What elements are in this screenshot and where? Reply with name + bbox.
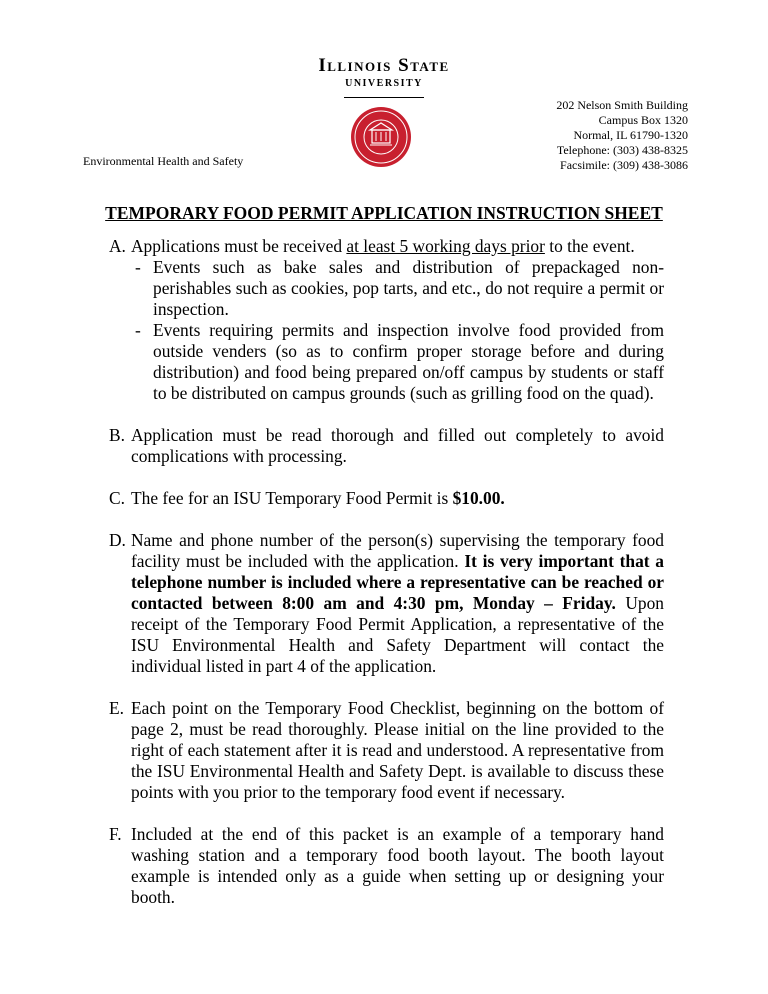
- instruction-item-a: A. Applications must be received at least 5 working days prior to the event. - Events such as bake sales and distribution of prepackaged non-perishables such as cookies, pop tarts, and etc., do not require a permit or inspection. - Events requiring permits and inspection involve food provided from outside venders (so as to confirm proper storage before and during distribution) and food being prepared on/off campus by students or staff to be distributed on campus grounds (such as grilling food on the quad).: [109, 236, 664, 403]
- university-seal-icon: [350, 106, 412, 168]
- telephone-line: Telephone: (303) 438-8325: [556, 143, 688, 157]
- instruction-item-b: B. Application must be read thorough and filled out completely to avoid complications with processing.: [109, 425, 664, 466]
- item-letter: B.: [109, 425, 125, 445]
- logo-wordmark: Illinois State: [318, 55, 450, 76]
- instruction-item-c: C. The fee for an ISU Temporary Food Permit is $10.00.: [109, 488, 505, 508]
- address-line: 202 Nelson Smith Building: [556, 98, 688, 112]
- instruction-item-e: E. Each point on the Temporary Food Checklist, beginning on the bottom of page 2, must be read thoroughly. Please initial on the line provided to the right of each statement after it is read and understood. A representative from the ISU Environmental Health and Safety Dept. is available to discuss these points with you prior to the temporary food event if necessary.: [109, 698, 664, 802]
- address-line: Campus Box 1320: [598, 113, 688, 127]
- sub-bullet: - Events requiring permits and inspection involve food provided from outside venders (so as to confirm proper storage before and during distribution) and food being prepared on/off campus by students or staff to be distributed on campus grounds (such as grilling food on the quad).: [135, 320, 664, 403]
- item-letter: E.: [109, 698, 124, 718]
- facsimile-line: Facsimile: (309) 438-3086: [560, 158, 688, 172]
- sub-bullet: - Events such as bake sales and distribution of prepackaged non-perishables such as cookies, pop tarts, and etc., do not require a permit or inspection.: [135, 257, 664, 319]
- permit-fee: $10.00.: [452, 488, 505, 508]
- address-line: Normal, IL 61790-1320: [573, 128, 688, 142]
- logo-rule: [344, 97, 424, 98]
- item-letter: D.: [109, 530, 126, 550]
- instruction-list: [109, 236, 664, 929]
- department-name: Environmental Health and Safety: [83, 154, 244, 168]
- item-letter: C.: [109, 488, 125, 508]
- item-letter: A.: [109, 236, 126, 256]
- item-letter: F.: [109, 824, 122, 844]
- instruction-item-d: D. Name and phone number of the person(s) supervising the temporary food facility must be included with the application. It is very important that a telephone number is included where a representative can be reached or contacted between 8:00 am and 4:30 pm, Monday – Friday. Upon receipt of the Temporary Food Permit Application, a representative of the ISU Environmental Health and Safety Department will contact the individual listed in part 4 of the application.: [109, 530, 664, 676]
- address-block: [556, 98, 688, 173]
- deadline-emphasis: at least 5 working days prior: [346, 236, 545, 256]
- university-logo: [0, 55, 768, 98]
- instruction-item-f: F. Included at the end of this packet is an example of a temporary hand washing station and a temporary food booth layout. The booth layout example is intended only as a guide when setting up or designing your booth.: [109, 824, 664, 907]
- page-title: TEMPORARY FOOD PERMIT APPLICATION INSTRUCTION SHEET: [105, 203, 663, 223]
- logo-subtitle: UNIVERSITY: [345, 78, 423, 89]
- contact-requirement: It is very important that a telephone number is included where a representative can be reached or contacted between 8:00 am and 4:30 pm, Monday – Friday.: [131, 551, 664, 613]
